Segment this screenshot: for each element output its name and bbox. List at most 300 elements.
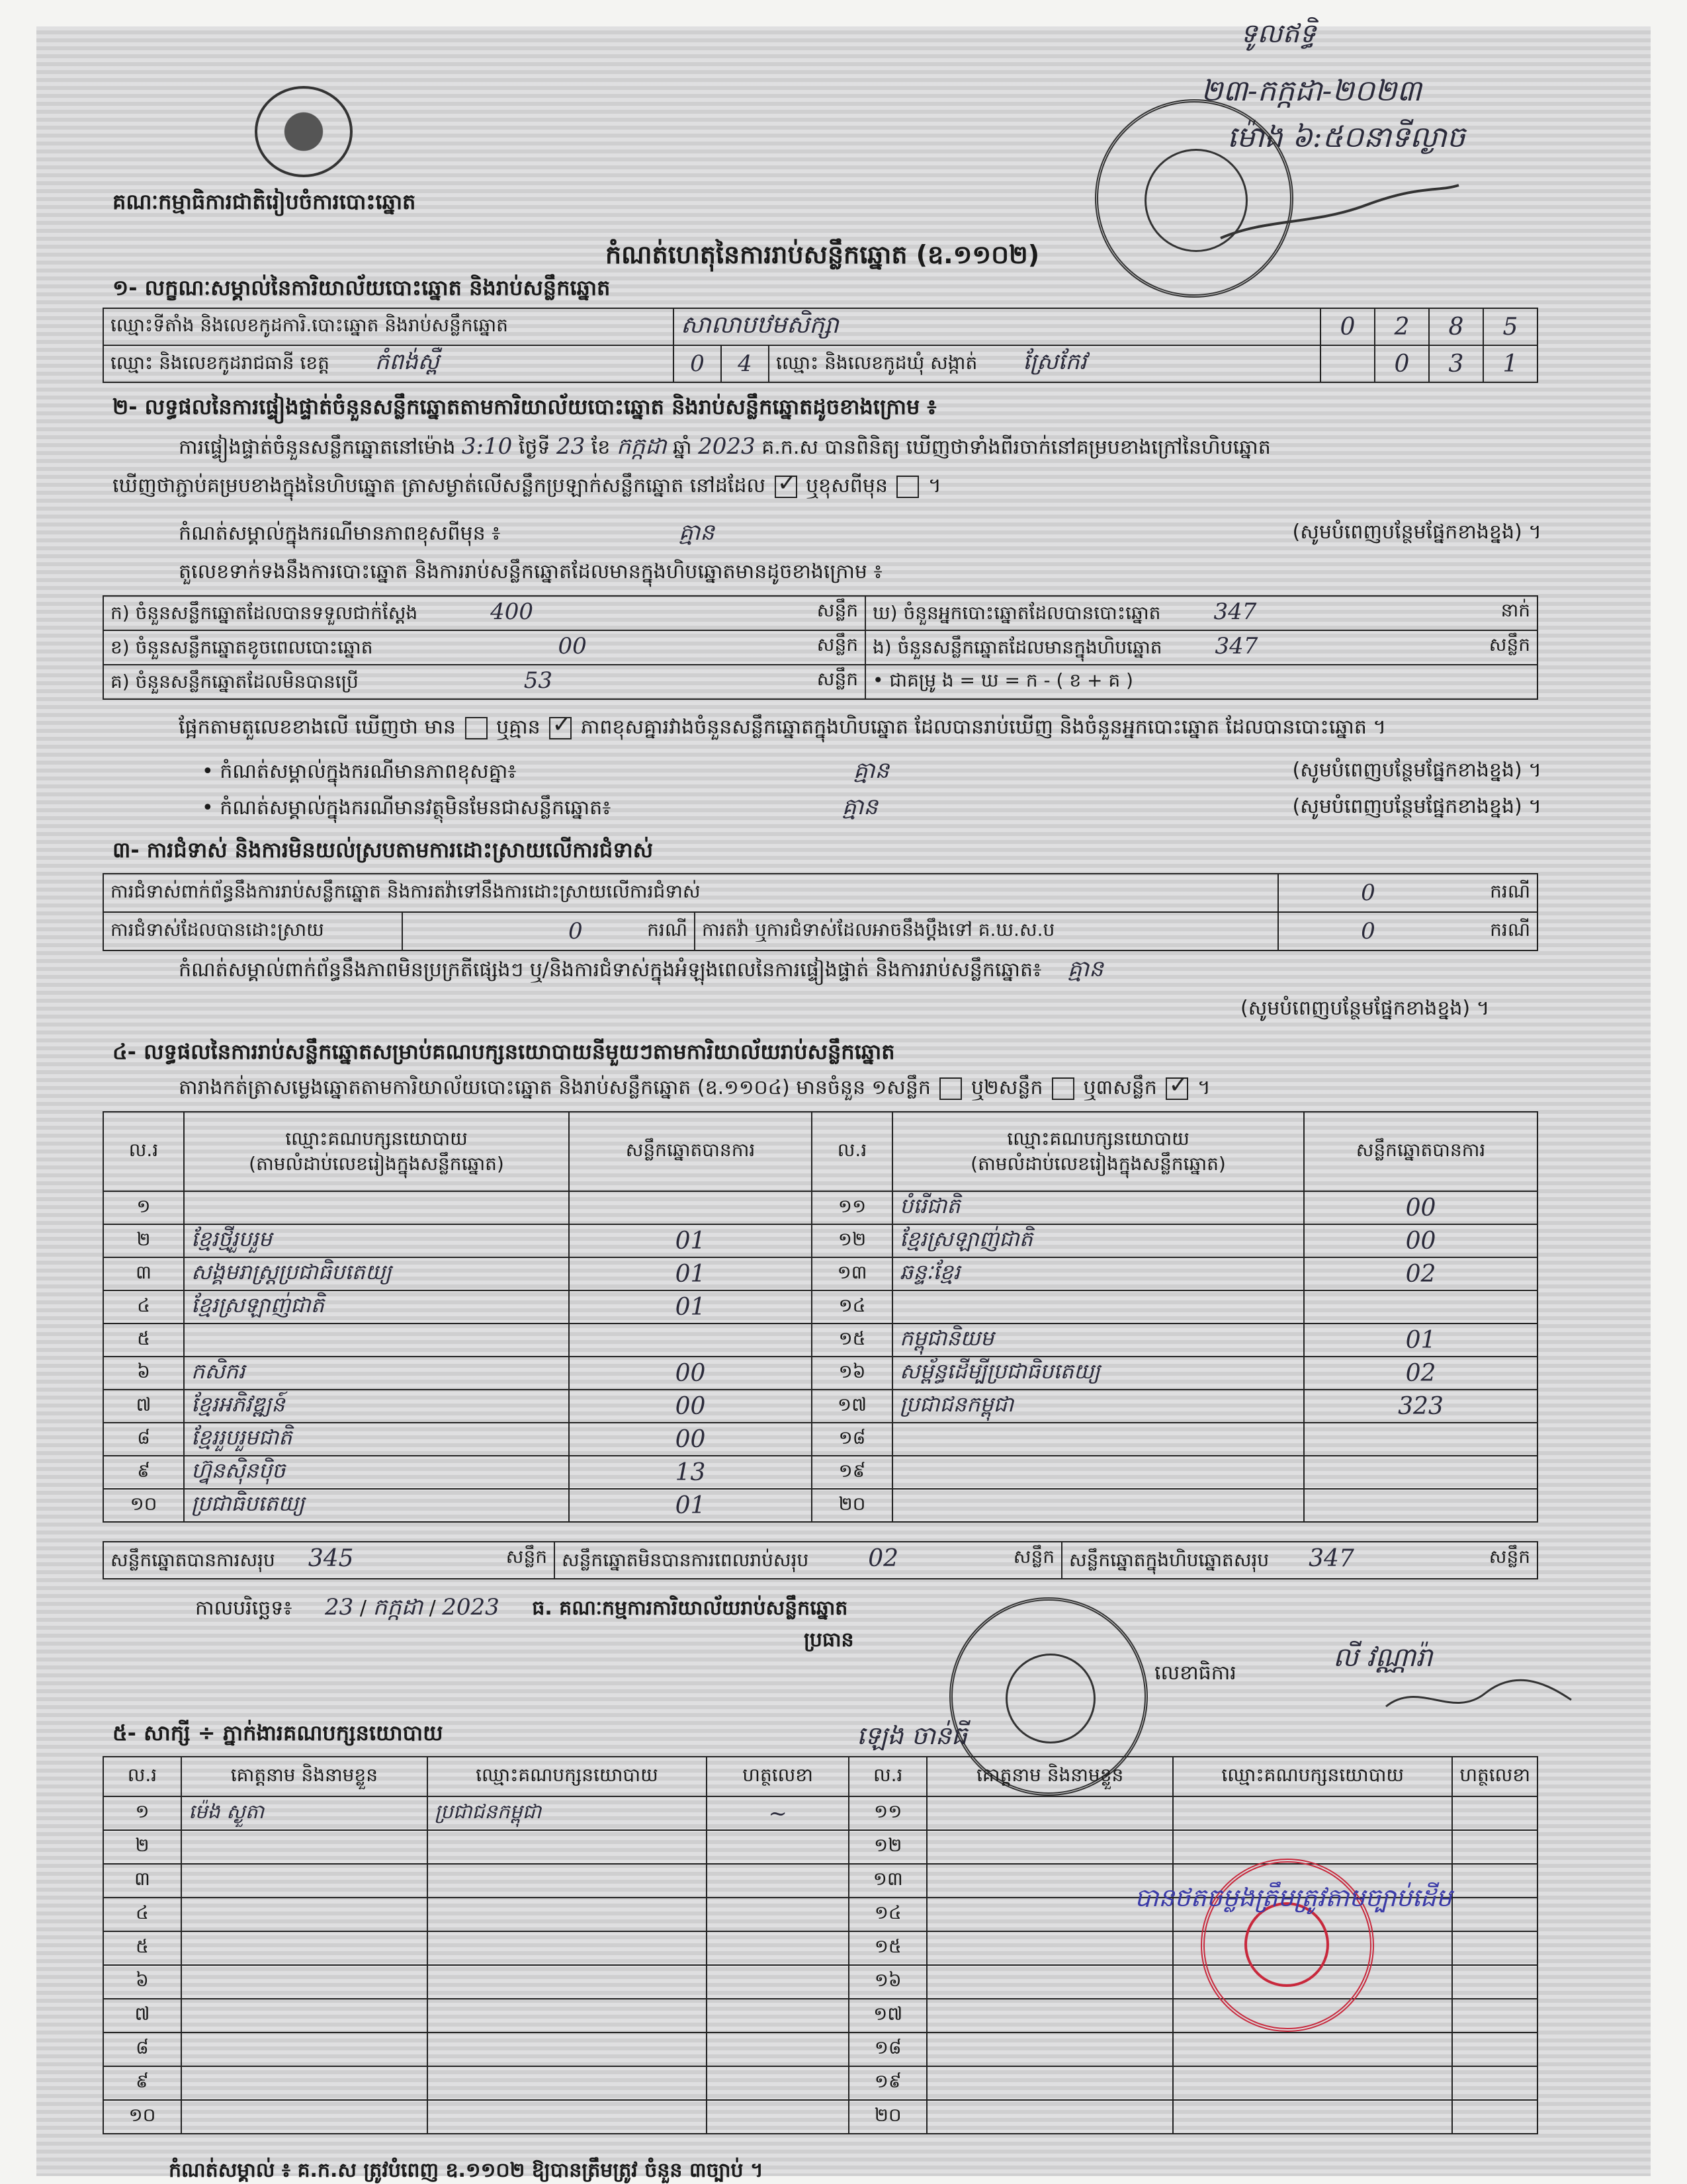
chair-label: ប្រធាន bbox=[804, 1628, 854, 1652]
witness-signature bbox=[1452, 1864, 1537, 1898]
handwritten-date: ២៣-កក្កដា-២០២៣ bbox=[1201, 74, 1422, 108]
nec-logo-icon bbox=[255, 86, 353, 177]
total-box-unit: សន្លឹក bbox=[1489, 1546, 1530, 1568]
col-party: ឈ្មោះគណបក្សនយោបាយ bbox=[1173, 1757, 1452, 1796]
witness-party bbox=[427, 2033, 707, 2066]
col-party-subtitle: (តាមលំដាប់លេខរៀងក្នុងសន្លឹកឆ្នោត) bbox=[971, 1153, 1226, 1175]
witness-party bbox=[1173, 1830, 1452, 1864]
party-votes: 323 bbox=[1304, 1390, 1537, 1423]
ko-label: គ) ចំនួនសន្លឹកឆ្នោតដែលមិនបានប្រើ bbox=[110, 670, 359, 693]
ballot-count-table bbox=[103, 595, 1538, 700]
witness-no: ១៦ bbox=[849, 1965, 927, 1999]
party-no: ១៨ bbox=[812, 1423, 892, 1456]
section1-table bbox=[103, 308, 1538, 383]
party-no: ១៧ bbox=[812, 1390, 892, 1423]
witness-name bbox=[181, 2033, 427, 2066]
party-no: ៤ bbox=[103, 1290, 184, 1323]
province-label: ឈ្មោះ និងលេខកូដរាជធានី ខេត្ត bbox=[110, 352, 329, 374]
date-month: កក្កដា bbox=[372, 1594, 423, 1620]
party-votes: 00 bbox=[569, 1423, 812, 1456]
result-row bbox=[103, 1390, 1537, 1423]
party-votes: 00 bbox=[1304, 1191, 1537, 1224]
document-sheet bbox=[36, 19, 1651, 2182]
witness-name bbox=[927, 1931, 1173, 1965]
col-name: គោត្តនាម និងនាមខ្លួន bbox=[927, 1757, 1173, 1796]
station-code-digit: 2 bbox=[1375, 308, 1429, 345]
section4-heading: ៤- លទ្ធផលនៃការរាប់សន្លឹកឆ្នោតសម្រាប់គណបក្សនយោបាយនីមួយៗតាមការិយាល័យរាប់សន្លឹកឆ្នោត bbox=[112, 1039, 895, 1064]
results-table bbox=[103, 1111, 1538, 1523]
verify-month: កក្កដា bbox=[616, 433, 667, 460]
col-party: ឈ្មោះគណបក្សនយោបាយ bbox=[427, 1757, 707, 1796]
total-valid-value: 345 bbox=[308, 1545, 354, 1572]
row-ngo bbox=[865, 630, 1537, 665]
row-ko bbox=[103, 665, 865, 699]
section4-intro bbox=[179, 1075, 1211, 1101]
party-name: សង្គមរាស្ត្រប្រជាធិបតេយ្យ bbox=[184, 1257, 569, 1290]
party-name: ខ្មែរអភិវឌ្ឍន៍ bbox=[184, 1390, 569, 1423]
party-no: ១៣ bbox=[812, 1257, 892, 1290]
result-row bbox=[103, 1423, 1537, 1456]
col-votes: សន្លឹកឆ្នោតបានការ bbox=[569, 1112, 812, 1191]
p2-changed-label: ឬខុសពីមុន bbox=[806, 474, 888, 497]
has-discrepancy-checkbox[interactable] bbox=[465, 717, 488, 739]
result-row bbox=[103, 1323, 1537, 1357]
objection-row1-value: 0 bbox=[1278, 874, 1457, 912]
total-invalid-cell bbox=[554, 1542, 1062, 1579]
gho-unit: នាក់ bbox=[1500, 599, 1530, 621]
party-votes: 00 bbox=[569, 1390, 812, 1423]
witness-party bbox=[427, 1830, 707, 1864]
witness-signature bbox=[707, 1931, 849, 1965]
witness-signature bbox=[707, 1965, 849, 1999]
section2-para4 bbox=[179, 714, 1386, 741]
section5-heading: ៥- សាក្សី ÷ ភ្នាក់ងារគណបក្សនយោបាយ bbox=[112, 1720, 443, 1745]
witness-row bbox=[103, 1830, 1537, 1864]
party-votes: 00 bbox=[569, 1357, 812, 1390]
party-name: ខ្មែររួបរួមជាតិ bbox=[184, 1423, 569, 1456]
ka-label: ក) ចំនួនសន្លឹកឆ្នោតដែលបានទទួលជាក់ស្តែង bbox=[110, 601, 418, 624]
witness-name bbox=[927, 1999, 1173, 2033]
date-year: 2023 bbox=[442, 1594, 499, 1620]
witness-row bbox=[103, 1796, 1537, 1830]
intro-two-label: ឬ២សន្លឹក bbox=[971, 1076, 1043, 1099]
witness-name bbox=[927, 1796, 1173, 1830]
polling-station-name: សាលាបឋមសិក្សា bbox=[681, 311, 839, 339]
p2-text: ឃើញថាភ្ជាប់គម្របខាងក្នុងនៃហិបឆ្នោត ត្រាសម្ងាត់លើសន្លឹកប្រឡាក់សន្លឹកឆ្នោត នៅដដែល bbox=[112, 474, 766, 497]
witness-signature bbox=[1452, 2066, 1537, 2100]
intro-end: ។ bbox=[1197, 1076, 1211, 1099]
party-name bbox=[892, 1456, 1304, 1489]
p4-rest: ភាពខុសគ្នារវាងចំនួនសន្លឹកឆ្នោតក្នុងហិបឆ្នោត ដែលបានរាប់ឃើញ និងចំនួនអ្នកបោះឆ្នោត ដែលបានបោះឆ្នោត ។ bbox=[580, 716, 1387, 739]
bullet1-row bbox=[202, 757, 1541, 785]
p1-month-label: ខែ bbox=[591, 436, 611, 459]
witness-no: ១៨ bbox=[849, 2033, 927, 2066]
results-totals bbox=[103, 1541, 1538, 1579]
witness-row bbox=[103, 2066, 1537, 2100]
witness-signature bbox=[1452, 1931, 1537, 1965]
commune-label: ឈ្មោះ និងលេខកូដឃុំ សង្កាត់ bbox=[776, 352, 978, 374]
formula: • ជាគម្រូ ង = ឃ = ក - ( ខ + គ ) bbox=[865, 665, 1537, 699]
fill-note: (សូមបំពេញបន្ថែមផ្នែកខាងខ្នង) ។ bbox=[1292, 759, 1541, 782]
resolved-value: 0 bbox=[568, 917, 583, 945]
party-name: ឆន្ទៈខ្មែរ bbox=[892, 1257, 1304, 1290]
intro-text: តារាងកត់ត្រាសម្លេងឆ្នោតតាមការិយាល័យបោះឆ្នោត និងរាប់សន្លឹកឆ្នោត (ឧ.១១០៤) មានចំនួន ១សន្លឹក bbox=[179, 1076, 931, 1099]
polling-station-label: ឈ្មោះទីតាំង និងលេខកូដការិ.បោះឆ្នោត និងរាប់សន្លឹកឆ្នោត bbox=[103, 308, 673, 345]
witness-signature bbox=[1452, 1999, 1537, 2033]
col-no: ល.រ bbox=[103, 1112, 184, 1191]
ngo-unit: សន្លឹក bbox=[1489, 633, 1530, 655]
irregularity-note-label: កំណត់សម្គាល់ពាក់ព័ន្ធនឹងភាពមិនប្រក្រតីផ្សេងៗ ឬ/និងការជំទាស់ក្នុងអំឡុងពេលនៃការផ្ទៀងផ្ទាត់ និងការរាប់សន្លឹកឆ្នោត៖ bbox=[179, 958, 1042, 982]
party-name: បំរើជាតិ bbox=[892, 1191, 1304, 1224]
party-no: ១៤ bbox=[812, 1290, 892, 1323]
total-valid-unit: សន្លឹក bbox=[505, 1546, 547, 1568]
ka-value: 400 bbox=[490, 598, 534, 625]
top-note: ទូលឥទ្ធិ bbox=[1240, 19, 1317, 49]
appeal-label: ការតវ៉ា ឬការជំទាស់ដែលអាចនឹងប្តឹងទៅ គ.ឃ.ស.ប bbox=[695, 912, 1278, 950]
result-row bbox=[103, 1257, 1537, 1290]
party-no: ១១ bbox=[812, 1191, 892, 1224]
resolved-unit: ករណី bbox=[647, 918, 687, 941]
province-cell bbox=[103, 345, 673, 382]
chair-signature: ឡេង ចាន់ធី bbox=[857, 1721, 968, 1750]
total-box-value: 347 bbox=[1309, 1545, 1354, 1572]
note1-value: គ្មាន bbox=[678, 519, 714, 546]
verify-day: 23 bbox=[556, 433, 585, 460]
witness-name bbox=[181, 2100, 427, 2134]
p1-label: ការផ្ទៀងផ្ទាត់ចំនួនសន្លឹកឆ្នោតនៅម៉ោង bbox=[179, 436, 456, 459]
objection-row1-label: ការជំទាស់ពាក់ព័ន្ធនឹងការរាប់សន្លឹកឆ្នោត និងការតវ៉ាទៅនឹងការដោះស្រាយលើការជំទាស់ bbox=[103, 874, 1278, 912]
results-body bbox=[103, 1191, 1537, 1522]
witness-no: ១១ bbox=[849, 1796, 927, 1830]
party-name bbox=[892, 1489, 1304, 1522]
bullet1-label: • កំណត់សម្គាល់ក្នុងករណីមានភាពខុសគ្នា៖ bbox=[202, 760, 517, 783]
resolved-value-cell bbox=[402, 912, 695, 950]
col-no: ល.រ bbox=[849, 1757, 927, 1796]
row-ka bbox=[103, 596, 865, 630]
col-party bbox=[892, 1112, 1304, 1191]
party-no: ១៥ bbox=[812, 1323, 892, 1357]
witness-no: ១៤ bbox=[849, 1898, 927, 1931]
witness-signature bbox=[707, 1999, 849, 2033]
three-sheet-checkbox[interactable] bbox=[1166, 1077, 1188, 1100]
witness-no: ៣ bbox=[103, 1864, 181, 1898]
col-no: ល.រ bbox=[103, 1757, 181, 1796]
p1-rest: គ.ក.ស បានពិនិត្យ ឃើញថាទាំងពីរចាក់នៅគម្របខាងក្រៅនៃហិបឆ្នោត bbox=[761, 436, 1271, 459]
party-votes bbox=[1304, 1456, 1537, 1489]
witness-signature bbox=[707, 1830, 849, 1864]
commune-code-digit: 0 bbox=[1375, 345, 1429, 382]
party-votes bbox=[569, 1191, 812, 1224]
result-row bbox=[103, 1290, 1537, 1323]
witness-name bbox=[927, 2100, 1173, 2134]
intro-three-label: ឬ៣សន្លឹក bbox=[1083, 1076, 1157, 1099]
col-party-title: ឈ្មោះគណបក្សនយោបាយ bbox=[285, 1128, 468, 1150]
witness-name bbox=[181, 1965, 427, 1999]
ngo-label: ង) ចំនួនសន្លឹកឆ្នោតដែលមានក្នុងហិបឆ្នោត bbox=[873, 636, 1162, 658]
witness-no: ១៩ bbox=[849, 2066, 927, 2100]
ngo-value: 347 bbox=[1215, 632, 1258, 659]
province-code-digit: 4 bbox=[721, 345, 769, 382]
result-row bbox=[103, 1456, 1537, 1489]
witness-no: ២ bbox=[103, 1830, 181, 1864]
row-gho bbox=[865, 596, 1537, 630]
irregularity-note-row bbox=[179, 956, 1103, 984]
p1-year-label: ឆ្នាំ bbox=[673, 436, 692, 459]
party-name bbox=[184, 1191, 569, 1224]
witness-name bbox=[181, 1898, 427, 1931]
commune-cell bbox=[769, 345, 1320, 382]
witness-no: ១៣ bbox=[849, 1864, 927, 1898]
section2-para3: តួលេខទាក់ទងនឹងការបោះឆ្នោត និងការរាប់សន្លឹកឆ្នោតដែលមានក្នុងហិបឆ្នោតមានដូចខាងក្រោម ៖ bbox=[179, 560, 883, 583]
secretary-label: លេខាធិការ bbox=[1154, 1661, 1236, 1685]
org-name: គណៈកម្មាធិការជាតិរៀបចំការបោះឆ្នោត bbox=[112, 189, 416, 214]
kha-label: ខ) ចំនួនសន្លឹកឆ្នោតខូចពេលបោះឆ្នោត bbox=[110, 636, 373, 658]
witness-party bbox=[427, 1898, 707, 1931]
gho-value: 347 bbox=[1213, 598, 1257, 625]
date-day: 23 bbox=[325, 1594, 354, 1620]
date-label: កាលបរិច្ឆេទ៖ bbox=[195, 1597, 292, 1620]
witness-no: ៨ bbox=[103, 2033, 181, 2066]
witness-no: ១២ bbox=[849, 1830, 927, 1864]
handwritten-time: ម៉ោង ៦:៥០នាទីល្ងាច bbox=[1227, 120, 1465, 154]
one-sheet-checkbox[interactable] bbox=[939, 1077, 962, 1100]
col-sign: ហត្ថលេខា bbox=[1452, 1757, 1537, 1796]
ka-unit: សន្លឹក bbox=[816, 599, 858, 621]
party-no: ១៦ bbox=[812, 1357, 892, 1390]
p4-none-label: ឬគ្មាន bbox=[496, 716, 541, 739]
total-valid-cell bbox=[103, 1542, 554, 1579]
party-votes bbox=[1304, 1290, 1537, 1323]
witness-party bbox=[427, 1931, 707, 1965]
section2-para2 bbox=[112, 473, 941, 499]
party-name: កសិករ bbox=[184, 1357, 569, 1390]
station-code-digit: 8 bbox=[1429, 308, 1483, 345]
party-votes: 02 bbox=[1304, 1357, 1537, 1390]
footer-note: កំណត់សម្គាល់ ៖ គ.ក.ស ត្រូវបំពេញ ឧ.១១០២ ឱ្យបានត្រឹមត្រូវ ចំនួន ៣ច្បាប់ ។ bbox=[169, 2159, 763, 2182]
col-no: ល.រ bbox=[812, 1112, 892, 1191]
party-votes bbox=[569, 1323, 812, 1357]
no-discrepancy-checkbox[interactable] bbox=[549, 717, 572, 739]
party-votes bbox=[1304, 1489, 1537, 1522]
party-no: ៩ bbox=[103, 1456, 184, 1489]
note1-row bbox=[179, 519, 1541, 547]
certification-note: បានថតចម្លងត្រឹមត្រូវតាមច្បាប់ដើម bbox=[1135, 1883, 1452, 1912]
witness-signature bbox=[1452, 1965, 1537, 1999]
witness-signature bbox=[707, 1864, 849, 1898]
party-name bbox=[184, 1323, 569, 1357]
party-name: សម្ព័ន្ធដើម្បីប្រជាធិបតេយ្យ bbox=[892, 1357, 1304, 1390]
bullet2-row bbox=[202, 794, 1541, 821]
irregularity-note-value: គ្មាន bbox=[1067, 956, 1103, 982]
ko-value: 53 bbox=[523, 667, 553, 694]
bullet2-label: • កំណត់សម្គាល់ក្នុងករណីមានវត្ថុមិនមែនជាសន្លឹកឆ្នោត៖ bbox=[202, 796, 611, 819]
province-code-digit: 0 bbox=[673, 345, 721, 382]
witness-no: ២០ bbox=[849, 2100, 927, 2134]
total-invalid-label: សន្លឹកឆ្នោតមិនបានការពេលរាប់សរុប bbox=[562, 1549, 809, 1571]
code-spacer bbox=[1320, 345, 1375, 382]
commune-code-digit: 3 bbox=[1429, 345, 1483, 382]
changed-checkbox[interactable] bbox=[896, 476, 919, 498]
party-votes: 01 bbox=[569, 1290, 812, 1323]
bullet2-value: គ្មាន bbox=[842, 794, 878, 820]
party-no: ១៩ bbox=[812, 1456, 892, 1489]
party-votes: 02 bbox=[1304, 1257, 1537, 1290]
witness-name bbox=[927, 1965, 1173, 1999]
signature-top bbox=[1214, 179, 1465, 251]
result-row bbox=[103, 1191, 1537, 1224]
party-no: ៦ bbox=[103, 1357, 184, 1390]
kha-value: 00 bbox=[558, 632, 587, 659]
province-value: កំពង់ស្ពឺ bbox=[374, 349, 439, 375]
witness-signature: ~ bbox=[707, 1796, 849, 1830]
col-sign: ហត្ថលេខា bbox=[707, 1757, 849, 1796]
party-votes: 13 bbox=[569, 1456, 812, 1489]
p1-day-label: ថ្ងៃទី bbox=[518, 436, 550, 459]
witness-signature bbox=[1452, 1898, 1537, 1931]
verify-year: 2023 bbox=[698, 433, 756, 460]
party-votes: 01 bbox=[569, 1257, 812, 1290]
resolved-label: ការជំទាស់ដែលបានដោះស្រាយ bbox=[103, 912, 402, 950]
fill-note: (សូមបំពេញបន្ថែមផ្នែកខាងខ្នង) ។ bbox=[1292, 521, 1541, 544]
appeal-unit: ករណី bbox=[1457, 912, 1537, 950]
total-invalid-unit: សន្លឹក bbox=[1013, 1546, 1055, 1568]
kha-unit: សន្លឹក bbox=[816, 633, 858, 655]
col-party bbox=[184, 1112, 569, 1191]
party-name: ប្រជាជនកម្ពុជា bbox=[892, 1390, 1304, 1423]
witness-name bbox=[927, 2033, 1173, 2066]
party-name bbox=[892, 1290, 1304, 1323]
party-votes: 01 bbox=[569, 1489, 812, 1522]
witness-no: ១ bbox=[103, 1796, 181, 1830]
party-no: ២០ bbox=[812, 1489, 892, 1522]
col-party-title: ឈ្មោះគណបក្សនយោបាយ bbox=[1007, 1128, 1190, 1150]
total-invalid-value: 02 bbox=[868, 1545, 899, 1572]
objections-table bbox=[103, 873, 1538, 951]
col-votes: សន្លឹកឆ្នោតបានការ bbox=[1304, 1112, 1537, 1191]
witness-signature bbox=[707, 1898, 849, 1931]
witness-signature bbox=[1452, 2100, 1537, 2134]
party-name: ខ្មែរស្រឡាញ់ជាតិ bbox=[892, 1224, 1304, 1257]
total-valid-label: សន្លឹកឆ្នោតបានការសរុប bbox=[110, 1549, 275, 1571]
party-votes: 01 bbox=[569, 1224, 812, 1257]
witness-name bbox=[927, 1830, 1173, 1864]
date-row: កាលបរិច្ឆេទ៖ 23 / កក្កដា / 2023 ធ. គណៈកម្មការការិយាល័យរាប់សន្លឹកឆ្នោត bbox=[195, 1594, 848, 1620]
party-no: ៣ bbox=[103, 1257, 184, 1290]
objection-row1-unit: ករណី bbox=[1457, 874, 1537, 912]
witness-name bbox=[181, 1999, 427, 2033]
witness-party bbox=[1173, 1796, 1452, 1830]
secretary-signature: លី វណ្ណារ៉ា bbox=[1333, 1642, 1433, 1673]
witness-no: ១៥ bbox=[849, 1931, 927, 1965]
section3-heading: ៣- ការជំទាស់ និងការមិនយល់ស្របតាមការដោះស្រាយលើការជំទាស់ bbox=[112, 837, 654, 862]
witness-signature bbox=[707, 2066, 849, 2100]
station-code-digit: 5 bbox=[1483, 308, 1537, 345]
witness-signature bbox=[1452, 1830, 1537, 1864]
party-no: ៥ bbox=[103, 1323, 184, 1357]
party-no: ២ bbox=[103, 1224, 184, 1257]
note1-label: កំណត់សម្គាល់ក្នុងករណីមានភាពខុសពីមុន ៖ bbox=[179, 522, 501, 545]
fill-note: (សូមបំពេញបន្ថែមផ្នែកខាងខ្នង) ។ bbox=[1292, 795, 1541, 818]
witness-party bbox=[427, 1864, 707, 1898]
form-title: កំណត់ហេតុនៃការរាប់សន្លឹកឆ្នោត (ឧ.១១០២) bbox=[605, 240, 1040, 269]
party-votes: 01 bbox=[1304, 1323, 1537, 1357]
witness-name bbox=[181, 1864, 427, 1898]
two-sheet-checkbox[interactable] bbox=[1052, 1077, 1074, 1100]
witness-no: ៤ bbox=[103, 1898, 181, 1931]
party-name: ខ្មែរថ្មីរួបរួម bbox=[184, 1224, 569, 1257]
commune-value: ស្រែកែវ bbox=[1023, 349, 1087, 375]
witness-party bbox=[1173, 2066, 1452, 2100]
section1-heading: ១- លក្ខណៈសម្គាល់នៃការិយាល័យបោះឆ្នោត និងរាប់សន្លឹកឆ្នោត bbox=[112, 275, 611, 300]
p2-end: ។ bbox=[928, 474, 941, 497]
result-row bbox=[103, 1357, 1537, 1390]
result-row bbox=[103, 1489, 1537, 1522]
witness-no: ៥ bbox=[103, 1931, 181, 1965]
party-name: ខ្មែរស្រឡាញ់ជាតិ bbox=[184, 1290, 569, 1323]
witness-name bbox=[181, 1931, 427, 1965]
witness-no: ៦ bbox=[103, 1965, 181, 1999]
witness-no: ៧ bbox=[103, 1999, 181, 2033]
section2-para1 bbox=[179, 433, 1271, 461]
section2-heading: ២- លទ្ធផលនៃការផ្ទៀងផ្ទាត់ចំនួនសន្លឹកឆ្នោតតាមការិយាល័យបោះឆ្នោត និងរាប់សន្លឹកឆ្នោតដូចខាងក្រោម ៖ bbox=[112, 394, 937, 419]
secretary-scribble bbox=[1379, 1667, 1578, 1726]
witness-party bbox=[427, 2066, 707, 2100]
witness-signature bbox=[707, 2100, 849, 2134]
party-no: ១ bbox=[103, 1191, 184, 1224]
party-no: ៨ bbox=[103, 1423, 184, 1456]
party-votes: 00 bbox=[1304, 1224, 1537, 1257]
witness-party bbox=[427, 2100, 707, 2134]
stamp-emblem-icon bbox=[1006, 1654, 1096, 1743]
result-row bbox=[103, 1224, 1537, 1257]
party-name: ហ្វ៊ុនស៊ិនប៉ិច bbox=[184, 1456, 569, 1489]
witness-name bbox=[927, 2066, 1173, 2100]
witness-no: ១០ bbox=[103, 2100, 181, 2134]
total-box-label: សន្លឹកឆ្នោតក្នុងហិបឆ្នោតសរុប bbox=[1069, 1549, 1270, 1571]
witness-party: ប្រជាជនកម្ពុជា bbox=[427, 1796, 707, 1830]
witness-party bbox=[1173, 2100, 1452, 2134]
polling-station-value bbox=[673, 308, 1320, 345]
party-no: ៧ bbox=[103, 1390, 184, 1423]
witness-signature bbox=[1452, 2033, 1537, 2066]
witness-row bbox=[103, 2100, 1537, 2134]
committee-label: ធ. គណៈកម្មការការិយាល័យរាប់សន្លឹកឆ្នោត bbox=[532, 1597, 848, 1620]
row-kha bbox=[103, 630, 865, 665]
party-votes bbox=[1304, 1423, 1537, 1456]
witness-row bbox=[103, 2033, 1537, 2066]
witness-signature bbox=[707, 2033, 849, 2066]
verify-time: 3:10 bbox=[461, 433, 513, 460]
witness-name bbox=[181, 1830, 427, 1864]
witness-signature bbox=[1452, 1796, 1537, 1830]
witness-no: ១៧ bbox=[849, 1999, 927, 2033]
p4-label: ផ្អែកតាមតួលេខខាងលើ ឃើញថា មាន bbox=[179, 716, 456, 739]
gho-label: ឃ) ចំនួនអ្នកបោះឆ្នោតដែលបានបោះឆ្នោត bbox=[873, 601, 1161, 624]
irregularity-fill-note: (សូមបំពេញបន្ថែមផ្នែកខាងខ្នង) ។ bbox=[1240, 997, 1490, 1020]
party-name bbox=[892, 1423, 1304, 1456]
witness-name: ម៉េង ស្ងួតា bbox=[181, 1796, 427, 1830]
witness-no: ៩ bbox=[103, 2066, 181, 2100]
unchanged-checkbox[interactable] bbox=[775, 476, 797, 498]
witness-name bbox=[181, 2066, 427, 2100]
bullet1-value: គ្មាន bbox=[853, 757, 889, 784]
witness-party bbox=[427, 1965, 707, 1999]
party-no: ១២ bbox=[812, 1224, 892, 1257]
col-name: គោត្តនាម និងនាមខ្លួន bbox=[181, 1757, 427, 1796]
col-party-subtitle: (តាមលំដាប់លេខរៀងក្នុងសន្លឹកឆ្នោត) bbox=[249, 1153, 504, 1175]
station-code-digit: 0 bbox=[1320, 308, 1375, 345]
party-name: ប្រជាធិបតេយ្យ bbox=[184, 1489, 569, 1522]
